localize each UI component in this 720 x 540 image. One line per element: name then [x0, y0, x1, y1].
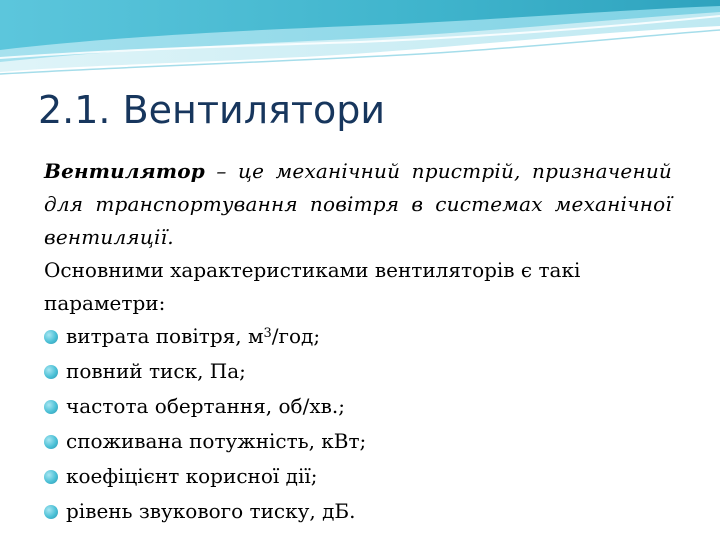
bullet-icon — [44, 400, 58, 414]
parameter-list — [44, 320, 672, 530]
list-item — [44, 355, 672, 390]
definition-paragraph — [44, 155, 672, 254]
parameter-suffix: /год; — [271, 324, 321, 348]
bullet-icon — [44, 505, 58, 519]
wave-header-decoration — [0, 0, 720, 90]
definition-term: Вентилятор — [44, 159, 205, 183]
parameter-text: споживана потужність, кВт; — [66, 429, 367, 453]
bullet-icon — [44, 330, 58, 344]
list-item — [44, 495, 672, 530]
parameter-text: повний тиск, Па; — [66, 359, 246, 383]
bullet-icon — [44, 435, 58, 449]
parameter-text: частота обертання, об/хв.; — [66, 394, 345, 418]
parameter-text: рівень звукового тиску, дБ. — [66, 499, 356, 523]
list-item — [44, 460, 672, 495]
slide-title: 2.1. Вентилятори — [38, 88, 386, 132]
bullet-icon — [44, 365, 58, 379]
parameter-text: коефіцієнт корисної дії; — [66, 464, 318, 488]
parameter-text: витрата повітря, м — [66, 324, 264, 348]
intro-paragraph: Основними характеристиками вентиляторів є такі параметри: — [44, 258, 581, 315]
bullet-icon — [44, 470, 58, 484]
list-item — [44, 425, 672, 460]
definition-text: – це механічний пристрій, призначений для транспортування повітря в системах механічної вентиляції. — [44, 159, 672, 249]
superscript: 3 — [263, 326, 272, 341]
list-item — [44, 320, 672, 355]
list-item — [44, 390, 672, 425]
slide-content — [44, 155, 672, 530]
